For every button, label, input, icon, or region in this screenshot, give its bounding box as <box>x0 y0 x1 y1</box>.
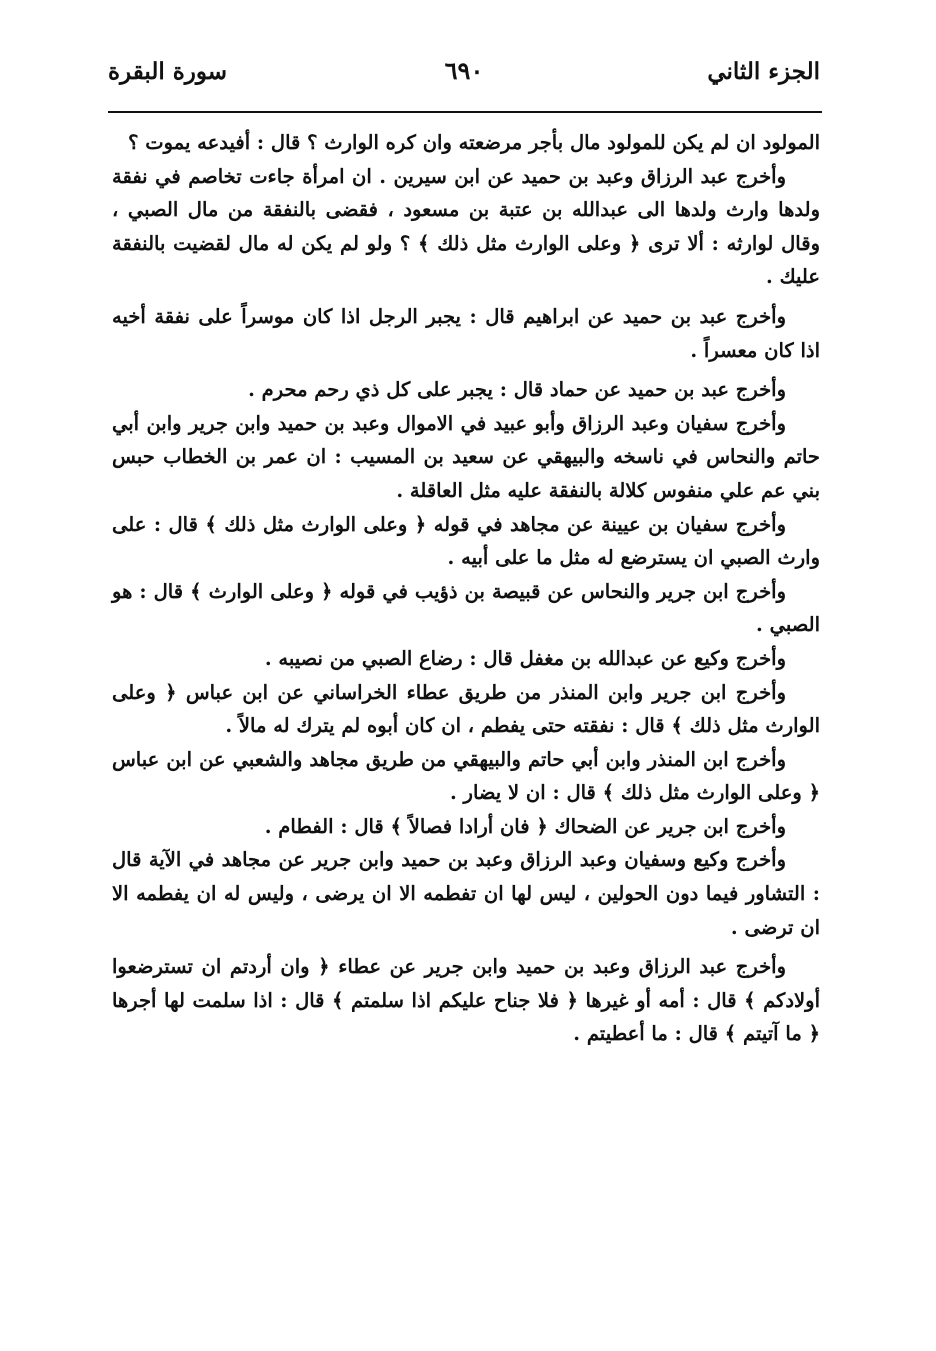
surah-title: سورة البقرة <box>108 58 228 85</box>
paragraph: وأخرج وكيع وسفيان وعبد الرزاق وعبد بن حميد وابن جرير عن مجاهد في الآية قال : التشاور فيما دون الحولين ، ليس لها ان تفطمه الا ان يرضى ، وليس له ان يفطمه الا ان ترضى . <box>112 848 820 939</box>
paragraph: وأخرج سفيان بن عيينة عن مجاهد في قوله ﴿ وعلى الوارث مثل ذلك ﴾ قال : على وارث الصبي ان يسترضع له مثل ما على أبيه . <box>112 512 820 570</box>
page-header <box>108 52 820 112</box>
paragraph: وأخرج وكيع عن عبدالله بن مغفل قال : رضاع الصبي من نصيبه . <box>264 646 786 670</box>
part-title: الجزء الثاني <box>707 58 820 85</box>
paragraph: وأخرج ابن جرير والنحاس عن قبيصة بن ذؤيب في قوله ﴿ وعلى الوارث ﴾ قال : هو الصبي . <box>112 579 820 637</box>
paragraph: وأخرج ابن جرير وابن المنذر من طريق عطاء الخراساني عن ابن عباس ﴿ وعلى الوارث مثل ذلك ﴾ قال : نفقته حتى يفطم ، ان كان أبوه لم يترك له مالاً . <box>112 680 820 738</box>
header-rule <box>108 111 822 113</box>
page-number: ٦٩٠ <box>444 56 484 85</box>
paragraph: وأخرج ابن جرير عن الضحاك ﴿ فان أرادا فصالاً ﴾ قال : الفطام . <box>264 814 786 838</box>
paragraph: وأخرج عبد بن حميد عن ابراهيم قال : يجبر الرجل اذا كان موسراً على نفقة أخيه اذا كان معسراً . <box>112 304 820 362</box>
paragraph: وأخرج سفيان وعبد الرزاق وأبو عبيد في الاموال وعبد بن حميد وابن جرير وابن أبي حاتم والنحاس في ناسخه والبيهقي عن سعيد بن المسيب : ان عمر بن الخطاب حبس بني عم علي منفوس كلالة بالنفقة عليه مثل العاقلة . <box>112 411 820 502</box>
paragraph: المولود ان لم يكن للمولود مال بأجر مرضعته وان كره الوارث ؟ قال : أفيدعه يموت ؟ <box>128 131 820 154</box>
paragraph: وأخرج عبد الرزاق وعبد بن حميد عن ابن سيرين . ان امرأة جاءت تخاصم في نفقة ولدها وارث ولدها الى عبدالله بن عتبة بن مسعود ، فقضى بالنفقة من مال الصبي ، وقال لوارثه : ألا ترى ﴿ وعلى الوارث مثل ذلك ﴾ ؟ ولو لم يكن له مال لقضيت بالنفقة عليك . <box>112 164 820 289</box>
paragraph: وأخرج عبد الرزاق وعبد بن حميد وابن جرير عن عطاء ﴿ وان أردتم ان تسترضعوا أولادكم ﴾ قال : أمه أو غيرها ﴿ فلا جناح عليكم اذا سلمتم ﴾ قال : اذا سلمت لها أجرها ﴿ ما آتيتم ﴾ قال : ما أعطيتم . <box>112 955 820 1046</box>
paragraph: وأخرج ابن المنذر وابن أبي حاتم والبيهقي من طريق مجاهد والشعبي عن ابن عباس ﴿ وعلى الوارث مثل ذلك ﴾ قال : ان لا يضار . <box>112 747 820 805</box>
paragraph: وأخرج عبد بن حميد عن حماد قال : يجبر على كل ذي رحم محرم . <box>248 378 786 402</box>
page-body <box>112 126 820 1051</box>
